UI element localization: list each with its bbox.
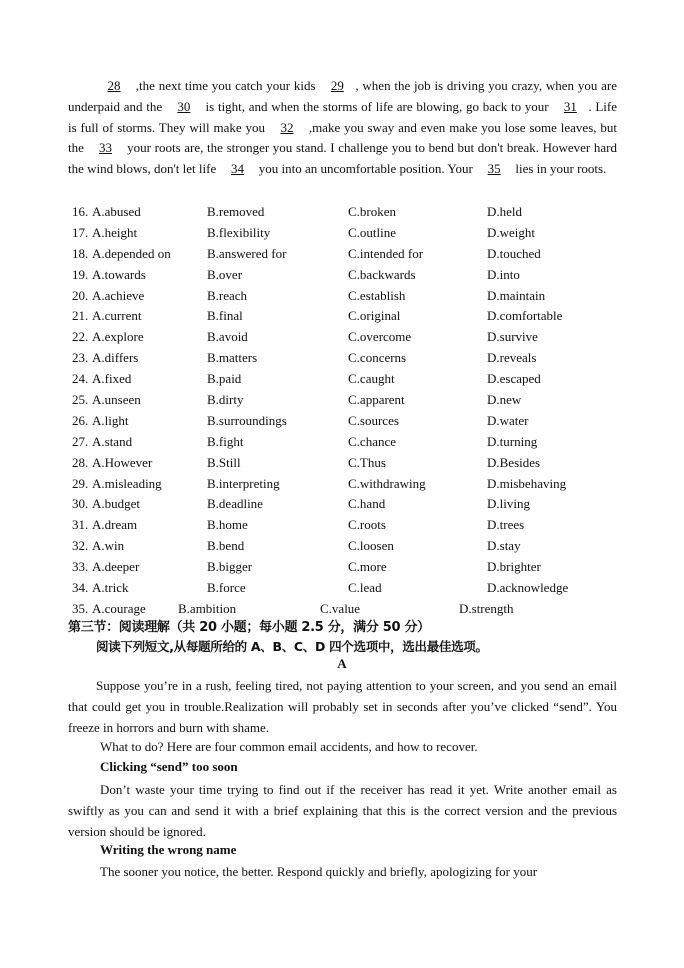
question-number: 26.	[72, 412, 89, 428]
option-b: B.Still	[207, 454, 241, 470]
option-d: D.strength	[459, 600, 514, 616]
option-d: D.stay	[487, 538, 521, 554]
passage-text: . Life is full of storms. They will make you	[68, 98, 617, 135]
option-a: A.misleading	[92, 475, 162, 491]
option-c: C.outline	[348, 224, 397, 240]
question-number: 23.	[72, 350, 89, 366]
option-c: C.value	[320, 600, 361, 616]
option-b: B.over	[207, 266, 243, 282]
option-a: A.depended on	[92, 245, 171, 261]
option-b: B.avoid	[207, 329, 248, 345]
option-d: D.maintain	[487, 287, 546, 303]
option-a: A.stand	[92, 433, 133, 449]
option-a: A.However	[92, 454, 153, 470]
option-row-16	[72, 202, 617, 223]
option-b: B.deadline	[207, 496, 263, 512]
option-b: B.matters	[207, 350, 258, 366]
option-row-30	[72, 494, 617, 515]
option-a: A.win	[92, 538, 125, 554]
cloze-passage-ending	[68, 76, 617, 180]
option-row-17	[72, 223, 617, 244]
question-number: 16.	[72, 204, 89, 219]
question-number: 31.	[72, 517, 89, 533]
passage-text: you into an uncomfortable position. Your	[255, 161, 477, 177]
option-c: C.caught	[348, 371, 395, 387]
question-number: 18.	[72, 245, 89, 261]
section-instruction: 阅读下列短文,从每题所给的 A、B、C、D 四个选项中，选出最佳选项。	[96, 639, 488, 654]
reading-subheading: Writing the wrong name	[100, 842, 237, 857]
option-a: A.trick	[92, 580, 129, 596]
option-c: C.concerns	[348, 350, 407, 366]
options-list	[72, 202, 617, 620]
option-a: A.towards	[92, 266, 146, 282]
option-b: B.dirty	[207, 392, 244, 408]
option-row-19	[72, 265, 617, 286]
option-d: D.comfortable	[487, 308, 563, 324]
option-c: C.roots	[348, 517, 386, 533]
option-a: A.dream	[92, 517, 138, 533]
option-a: A.height	[92, 224, 138, 240]
option-a: A.fixed	[92, 371, 132, 387]
question-number: 28.	[72, 454, 89, 470]
option-c: C.original	[348, 308, 401, 324]
option-c: C.withdrawing	[348, 475, 426, 491]
option-c: C.Thus	[348, 454, 386, 470]
blank-29: 29	[330, 78, 344, 93]
option-c: C.sources	[348, 412, 399, 428]
passage-text: lies in your roots.	[512, 161, 607, 177]
option-row-27	[72, 432, 617, 453]
option-c: C.more	[348, 559, 387, 575]
option-b: B.reach	[207, 287, 248, 303]
question-number: 20.	[72, 287, 89, 303]
passage-text: ,make you sway and even make you lose some leaves, but the	[68, 119, 618, 156]
option-b: B.force	[207, 580, 246, 596]
option-row-28	[72, 453, 617, 474]
reading-paragraph: What to do? Here are four common email accidents, and how to recover.	[100, 739, 478, 754]
option-c: C.apparent	[348, 392, 405, 408]
blank-32: 32	[280, 119, 294, 135]
option-d: D.acknowledge	[487, 580, 569, 596]
option-row-29	[72, 474, 617, 495]
option-d: D.weight	[487, 224, 536, 240]
question-number: 35.	[72, 600, 89, 616]
question-number: 17.	[72, 224, 89, 240]
option-a: A.current	[92, 308, 142, 324]
passage-text: , when the job is driving you crazy, when you are underpaid and the	[68, 78, 617, 114]
option-c: C.lead	[348, 580, 382, 596]
option-d: D.brighter	[487, 559, 541, 575]
question-number: 29.	[72, 475, 89, 491]
option-row-31	[72, 515, 617, 536]
reading-subheading: Clicking “send” too soon	[100, 759, 238, 774]
option-d: D.misbehaving	[487, 475, 567, 491]
option-a: A.light	[92, 412, 129, 428]
option-a: A.abused	[92, 204, 141, 219]
reading-paragraph: Don’t waste your time trying to find out if the receiver has read it yet. Write another email as swiftly as you can and send it with a brief explaining that this is the correct version and the previous version should be ignored.	[68, 782, 617, 839]
option-row-24	[72, 369, 617, 390]
option-d: D.Besides	[487, 454, 541, 470]
option-b: B.bigger	[207, 559, 253, 575]
option-d: D.survive	[487, 329, 538, 345]
question-number: 19.	[72, 266, 89, 282]
blank-31: 31	[563, 98, 577, 114]
option-b: B.bend	[207, 538, 245, 554]
option-c: C.overcome	[348, 329, 412, 345]
option-c: C.intended for	[348, 245, 424, 261]
option-c: C.loosen	[348, 538, 394, 554]
option-a: A.explore	[92, 329, 144, 345]
option-b: B.home	[207, 517, 248, 533]
question-number: 32.	[72, 538, 89, 554]
option-c: C.broken	[348, 204, 397, 219]
option-c: C.chance	[348, 433, 397, 449]
option-row-23	[72, 348, 617, 369]
question-number: 21.	[72, 308, 89, 324]
question-number: 27.	[72, 433, 89, 449]
option-a: A.courage	[92, 600, 146, 616]
option-d: D.escaped	[487, 371, 541, 387]
question-number: 30.	[72, 496, 89, 512]
option-a: A.differs	[92, 350, 139, 366]
question-number: 22.	[72, 329, 89, 345]
option-b: B.interpreting	[207, 475, 280, 491]
option-row-22	[72, 327, 617, 348]
option-d: D.touched	[487, 245, 541, 261]
reading-paragraph: The sooner you notice, the better. Respond quickly and briefly, apologizing for your	[100, 864, 538, 879]
option-row-20	[72, 286, 617, 307]
option-b: B.flexibility	[207, 224, 271, 240]
blank-34: 34	[230, 161, 244, 177]
blank-28: 28	[107, 78, 121, 93]
option-a: A.achieve	[92, 287, 145, 303]
option-b: B.ambition	[178, 600, 237, 616]
option-d: D.held	[487, 204, 523, 219]
option-b: B.surroundings	[207, 412, 287, 428]
option-b: B.fight	[207, 433, 244, 449]
option-a: A.deeper	[92, 559, 140, 575]
option-b: B.paid	[207, 371, 242, 387]
question-number: 34.	[72, 580, 89, 596]
option-c: C.hand	[348, 496, 386, 512]
option-d: D.new	[487, 392, 522, 408]
blank-33: 33	[99, 140, 113, 156]
option-b: B.final	[207, 308, 243, 324]
option-a: A.unseen	[92, 392, 141, 408]
question-number: 25.	[72, 392, 89, 408]
option-d: D.trees	[487, 517, 525, 533]
option-row-32	[72, 536, 617, 557]
option-row-25	[72, 390, 617, 411]
option-d: D.reveals	[487, 350, 537, 366]
option-row-33	[72, 557, 617, 578]
option-row-26	[72, 411, 617, 432]
passage-text: is tight, and when the storms of life are blowing, go back to your	[201, 98, 553, 114]
option-c: C.establish	[348, 287, 406, 303]
option-c: C.backwards	[348, 266, 416, 282]
option-d: D.into	[487, 266, 520, 282]
section-title: 第三节：阅读理解（共 20 小题；每小题 2.5 分，满分 50 分）	[68, 620, 430, 635]
option-row-34	[72, 578, 617, 599]
passage-text: ,the next time you catch your kids	[132, 78, 320, 93]
question-number: 24.	[72, 371, 89, 387]
option-b: B.removed	[207, 204, 265, 219]
blank-30: 30	[177, 98, 191, 114]
option-a: A.budget	[92, 496, 141, 512]
option-d: D.water	[487, 412, 529, 428]
option-row-21	[72, 306, 617, 327]
option-row-18	[72, 244, 617, 265]
blank-35: 35	[487, 161, 501, 177]
option-d: D.living	[487, 496, 530, 512]
option-b: B.answered for	[207, 245, 287, 261]
option-d: D.turning	[487, 433, 538, 449]
reading-paragraph: Suppose you’re in a rush, feeling tired, not paying attention to your screen, and you send an email that could get you in trouble.Realization will probably set in seconds after you’ve clicked “send”. You freeze in horrors and burn with shame.	[68, 678, 617, 735]
passage-text: your roots are, the stronger you stand. I challenge you to bend but don't break. However hard the wind blows, don't let life	[68, 140, 617, 177]
question-number: 33.	[72, 559, 89, 575]
passage-label: A	[337, 656, 347, 671]
